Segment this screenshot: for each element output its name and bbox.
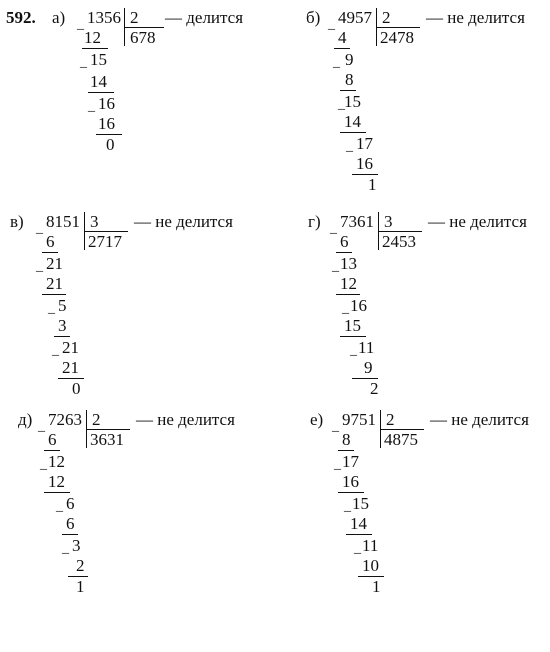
divisor: 2 — [382, 8, 391, 27]
minus-sign: _ — [333, 55, 340, 70]
part-label: г) — [308, 212, 321, 231]
step-6: 17 — [356, 134, 373, 153]
minus-sign: _ — [62, 541, 69, 556]
step-5: 14 — [344, 112, 361, 131]
minus-sign: _ — [48, 301, 55, 316]
minus-sign: _ — [332, 259, 339, 274]
step-underline — [346, 534, 372, 535]
step-1: 6 — [46, 232, 55, 251]
step-underline — [340, 336, 366, 337]
step-6: 11 — [362, 536, 379, 555]
step-underline — [42, 252, 58, 253]
step-2: 13 — [340, 254, 357, 273]
step-underline — [44, 492, 70, 493]
quotient: 2453 — [382, 232, 416, 251]
result-text: — не делится — [428, 212, 527, 231]
step-4: 16 — [350, 296, 367, 315]
step-6: 0 — [106, 135, 115, 154]
minus-sign: _ — [38, 419, 45, 434]
quotient: 2717 — [88, 232, 122, 251]
result-text: — не делится — [426, 8, 525, 27]
minus-sign: _ — [40, 457, 47, 472]
step-underline — [82, 48, 108, 49]
divisor: 3 — [90, 212, 99, 231]
minus-sign: _ — [354, 541, 361, 556]
step-underline — [334, 48, 350, 49]
step-5: 14 — [350, 514, 367, 533]
result-text: — делится — [165, 8, 244, 27]
step-4: 15 — [352, 494, 369, 513]
step-3: 21 — [46, 274, 63, 293]
minus-sign: _ — [56, 499, 63, 514]
step-8: 1 — [372, 577, 381, 596]
step-7: 9 — [364, 358, 373, 377]
step-4: 6 — [66, 494, 75, 513]
step-underline — [54, 336, 70, 337]
step-2: 12 — [48, 452, 65, 471]
divisor: 2 — [386, 410, 395, 429]
step-4: 5 — [58, 296, 67, 315]
step-2: 9 — [345, 50, 354, 69]
step-7: 21 — [62, 358, 79, 377]
step-1: 12 — [84, 28, 101, 47]
step-8: 0 — [72, 379, 81, 398]
step-3: 8 — [345, 70, 354, 89]
step-8: 2 — [370, 379, 379, 398]
dividend: 7263 — [48, 410, 82, 429]
step-underline — [338, 492, 364, 493]
step-3: 12 — [340, 274, 357, 293]
step-8: 1 — [368, 175, 377, 194]
step-4: 16 — [98, 94, 115, 113]
dividend: 8151 — [46, 212, 80, 231]
step-3: 14 — [90, 72, 107, 91]
step-6: 11 — [358, 338, 375, 357]
step-2: 17 — [342, 452, 359, 471]
result-text: — не делится — [134, 212, 233, 231]
part-label: е) — [310, 410, 324, 429]
step-2: 21 — [46, 254, 63, 273]
part-label: б) — [306, 8, 321, 27]
quotient: 3631 — [90, 430, 124, 449]
minus-sign: _ — [77, 17, 84, 32]
step-8: 1 — [76, 577, 85, 596]
step-6: 21 — [62, 338, 79, 357]
step-5: 3 — [58, 316, 67, 335]
step-underline — [44, 450, 60, 451]
quotient: 2478 — [380, 28, 414, 47]
divisor: 2 — [130, 8, 139, 27]
part-label: а) — [52, 8, 66, 27]
minus-sign: _ — [36, 221, 43, 236]
step-5: 15 — [344, 316, 361, 335]
divisor: 2 — [92, 410, 101, 429]
step-6: 3 — [72, 536, 81, 555]
dividend: 9751 — [342, 410, 376, 429]
dividend: 7361 — [340, 212, 374, 231]
step-underline — [42, 294, 66, 295]
result-text: — не делится — [136, 410, 235, 429]
part-label: д) — [18, 410, 33, 429]
step-underline — [340, 90, 356, 91]
minus-sign: _ — [346, 139, 353, 154]
minus-sign: _ — [334, 457, 341, 472]
step-underline — [336, 252, 352, 253]
step-7: 16 — [356, 154, 373, 173]
step-4: 15 — [344, 92, 361, 111]
divisor: 3 — [384, 212, 393, 231]
minus-sign: _ — [342, 301, 349, 316]
step-7: 2 — [76, 556, 85, 575]
step-3: 16 — [342, 472, 359, 491]
dividend: 1356 — [87, 8, 121, 27]
step-1: 6 — [340, 232, 349, 251]
step-1: 8 — [342, 430, 351, 449]
minus-sign: _ — [88, 99, 95, 114]
part-label: в) — [10, 212, 24, 231]
step-7: 10 — [362, 556, 379, 575]
step-underline — [340, 132, 366, 133]
step-2: 15 — [90, 50, 107, 69]
step-5: 16 — [98, 114, 115, 133]
minus-sign: _ — [328, 17, 335, 32]
minus-sign: _ — [52, 343, 59, 358]
minus-sign: _ — [36, 259, 43, 274]
step-1: 4 — [338, 28, 347, 47]
minus-sign: _ — [80, 55, 87, 70]
step-5: 6 — [66, 514, 75, 533]
minus-sign: _ — [350, 343, 357, 358]
minus-sign: _ — [332, 419, 339, 434]
step-underline — [338, 450, 354, 451]
step-underline — [336, 294, 360, 295]
minus-sign: _ — [330, 221, 337, 236]
minus-sign: _ — [338, 97, 345, 112]
step-underline — [62, 534, 78, 535]
quotient: 678 — [130, 28, 156, 47]
step-1: 6 — [48, 430, 57, 449]
result-text: — не делится — [430, 410, 529, 429]
quotient: 4875 — [384, 430, 418, 449]
problem-number: 592. — [6, 8, 36, 27]
step-underline — [88, 92, 114, 93]
minus-sign: _ — [344, 499, 351, 514]
step-3: 12 — [48, 472, 65, 491]
dividend: 4957 — [338, 8, 372, 27]
